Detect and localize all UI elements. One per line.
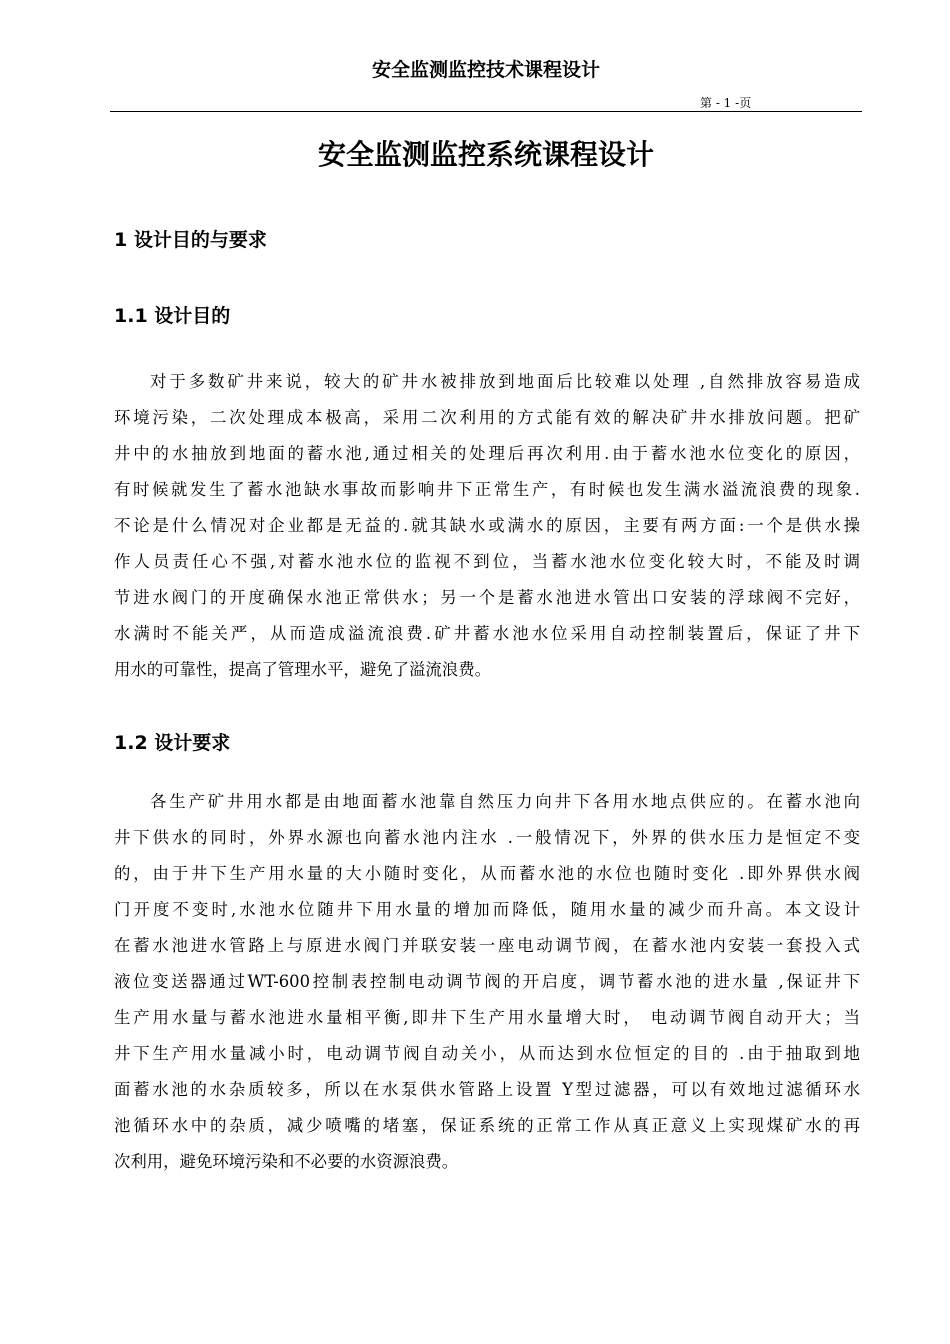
paragraph-line: 在蓄水池进水管路上与原进水阀门并联安装一座电动调节阀，在蓄水池内安装一套投入式 — [114, 936, 860, 955]
paragraph-line: 对于多数矿井来说，较大的矿井水被排放到地面后比较难以处理 ,自然排放容易造成 — [150, 372, 860, 391]
paragraph-line: 水满时不能关严，从而造成溢流浪费.矿井蓄水池水位采用自动控制装置后，保证了井下 — [114, 624, 860, 643]
paragraph-line: 用水的可靠性，提高了管理水平，避免了溢流浪费。 — [114, 660, 491, 679]
paragraph-line: 不论是什么情况对企业都是无益的.就其缺水或满水的原因，主要有两方面:一个是供水操 — [114, 516, 860, 535]
paragraph-line: 生产用水量与蓄水池进水量相平衡,即井下生产用水量增大时， 电动调节阀自动开大；当 — [114, 1008, 860, 1027]
section-heading-1: 1 设计目的与要求 — [114, 229, 267, 251]
paragraph-line: 门开度不变时,水池水位随井下用水量的增加而降低，随用水量的减少而升高。本文设计 — [114, 900, 860, 919]
paragraph-line: 次利用，避免环境污染和不必要的水资源浪费。 — [114, 1152, 459, 1171]
paragraph-line: 的，由于井下生产用水量的大小随时变化，从而蓄水池的水位也随时变化 .即外界供水阀 — [114, 864, 860, 883]
paragraph-line: 环境污染，二次处理成本极高，采用二次利用的方式能有效的解决矿井水排放问题。把矿 — [114, 408, 860, 427]
paragraph-design-requirements — [114, 784, 860, 1180]
page-number: 第 - 1 -页 — [700, 96, 752, 110]
document-title: 安全监测监控系统课程设计 — [317, 138, 654, 171]
paragraph-line: 节进水阀门的开度确保水池正常供水；另一个是蓄水池进水管出口安装的浮球阀不完好， — [114, 588, 860, 607]
running-header-title: 安全监测监控技术课程设计 — [371, 59, 600, 81]
paragraph-line: 井下生产用水量减小时，电动调节阀自动关小，从而达到水位恒定的目的 .由于抽取到地 — [114, 1044, 860, 1063]
paragraph-design-purpose — [114, 364, 860, 688]
paragraph-line: 井下供水的同时，外界水源也向蓄水池内注水 .一般情况下，外界的供水压力是恒定不变 — [114, 828, 860, 847]
paragraph-line: 有时候就发生了蓄水池缺水事故而影响井下正常生产，有时候也发生满水溢流浪费的现象. — [114, 480, 860, 499]
paragraph-line: 池循环水中的杂质，减少喷嘴的堵塞，保证系统的正常工作从真正意义上实现煤矿水的再 — [114, 1116, 860, 1135]
section-heading-1-2: 1.2 设计要求 — [114, 732, 231, 754]
header-divider — [110, 111, 862, 112]
paragraph-line: 液位变送器通过WT-600控制表控制电动调节阀的开启度，调节蓄水池的进水量 ,保证井下 — [114, 972, 860, 991]
paragraph-line: 面蓄水池的水杂质较多，所以在水泵供水管路上设置 Y型过滤器，可以有效地过滤循环水 — [114, 1080, 860, 1099]
paragraph-line: 各生产矿井用水都是由地面蓄水池靠自然压力向井下各用水地点供应的。在蓄水池向 — [150, 792, 860, 811]
paragraph-line: 井中的水抽放到地面的蓄水池,通过相关的处理后再次利用.由于蓄水池水位变化的原因， — [114, 444, 860, 463]
section-heading-1-1: 1.1 设计目的 — [114, 305, 231, 327]
paragraph-line: 作人员责任心不强,对蓄水池水位的监视不到位，当蓄水池水位变化较大时，不能及时调 — [114, 552, 860, 571]
